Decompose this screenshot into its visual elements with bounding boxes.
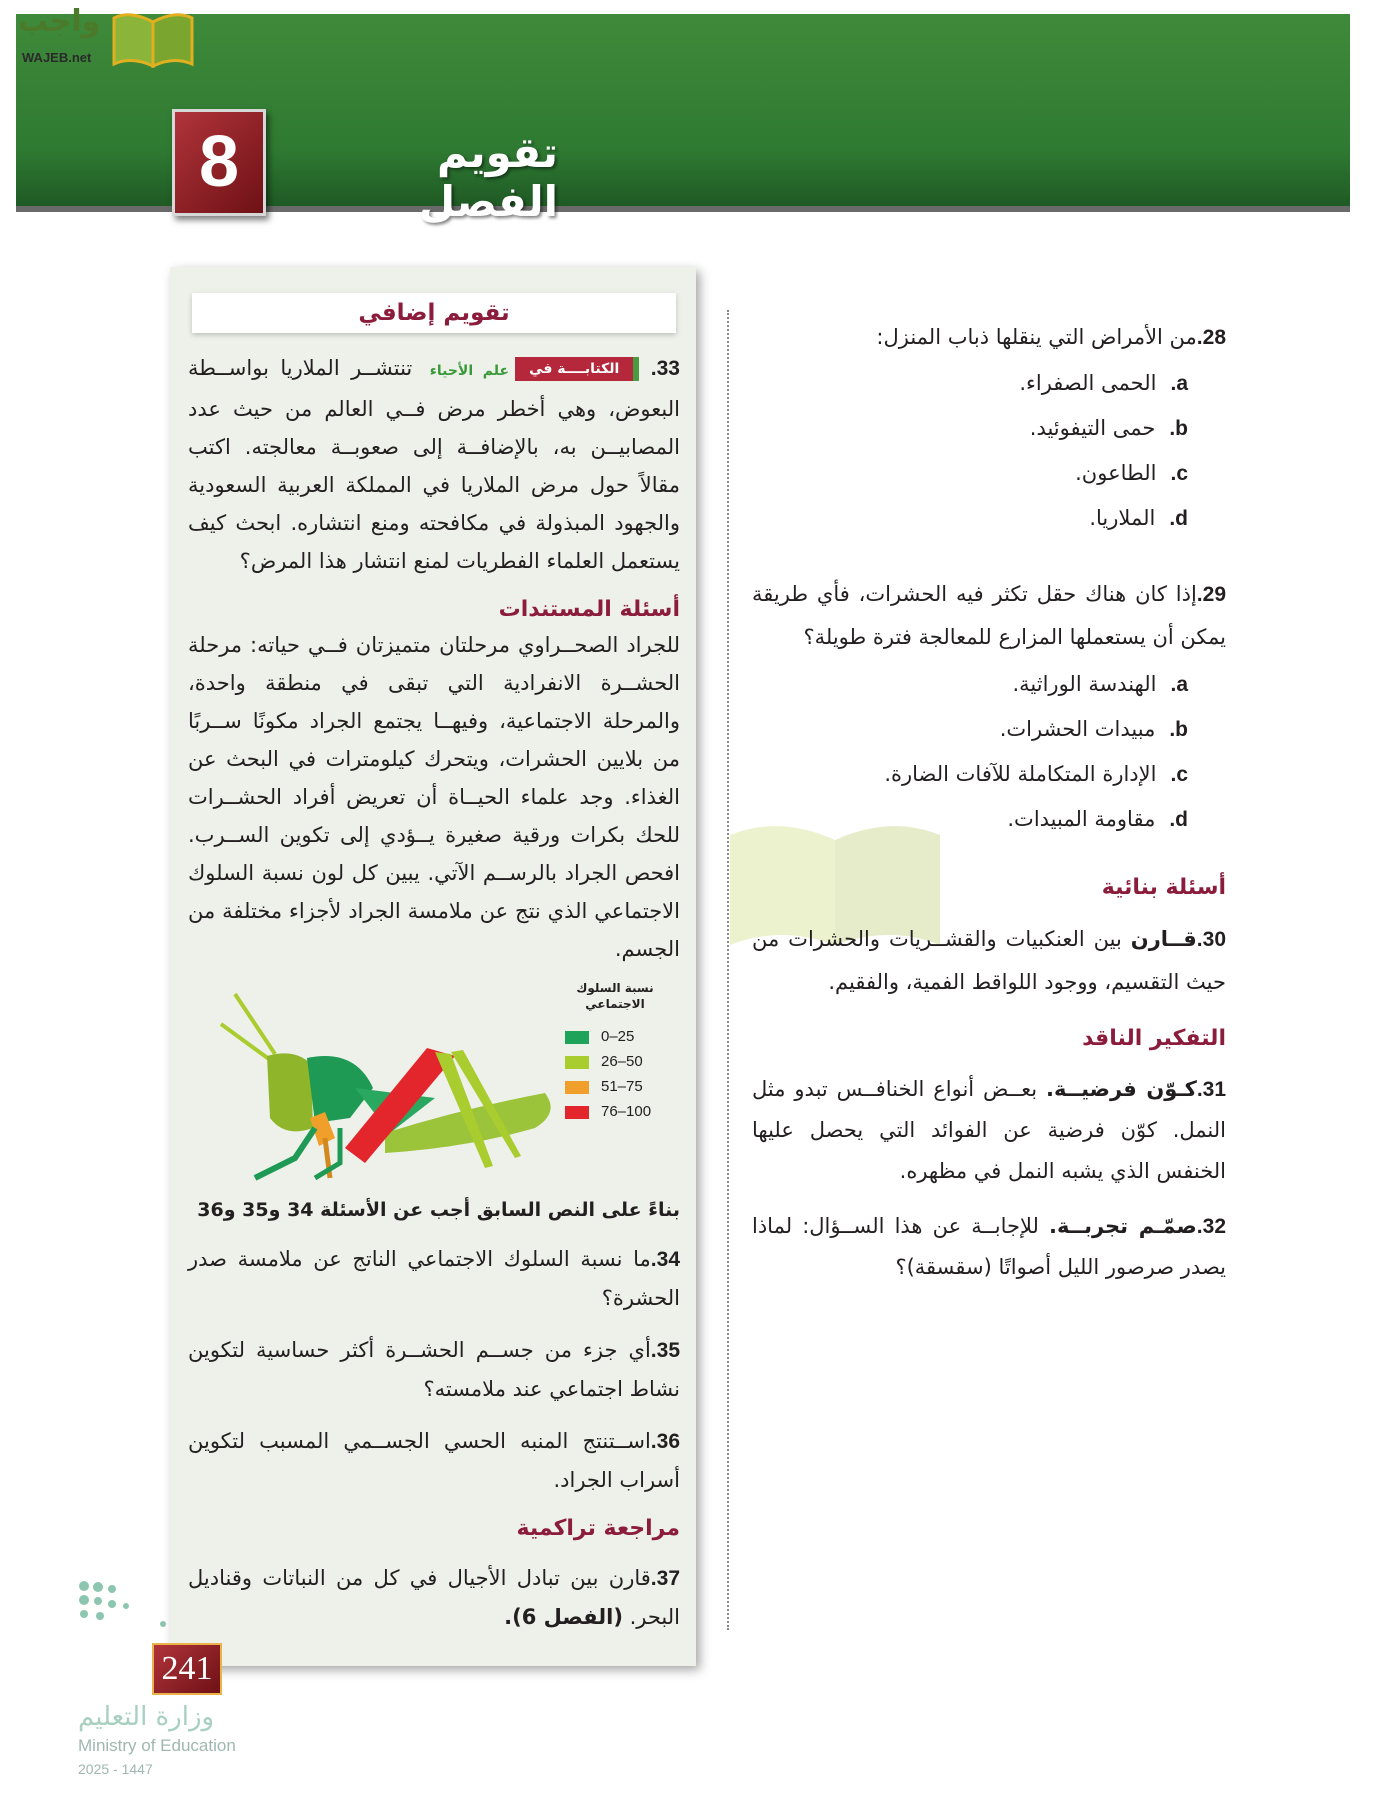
edition-year: 2025 - 1447 — [78, 1761, 153, 1777]
wajeb-logo — [10, 4, 190, 70]
legend-item: 0–25 — [565, 1028, 634, 1046]
chapter-number: 8 — [172, 109, 266, 216]
question-31: 31.كـوّن فرضيــة. بعــض أنواع الخنافــس تبدو مثل النمل. كوّن فرضية عن الفوائد التي يحصل عليها الخنفس الذي يشبه النمل في مظهره. — [752, 1077, 1227, 1183]
q29-option-b[interactable]: b.مبيدات الحشرات. — [999, 717, 1188, 741]
right-column — [752, 318, 1226, 1288]
q29-option-c[interactable]: c.الإدارة المتكاملة للآفات الضارة. — [884, 762, 1188, 786]
logo-domain: WAJEB.net — [22, 50, 92, 65]
review-heading: مراجعة تراكمية — [516, 1516, 680, 1541]
legend-item: 76–100 — [565, 1103, 651, 1121]
based-on-instruction: بناءً على النص السابق أجب عن الأسئلة 34 و35 و36 — [197, 1199, 680, 1221]
chapter-title: تقويم الفصل — [418, 128, 558, 226]
q28-option-b[interactable]: b.حمى التيفوئيد. — [1029, 416, 1188, 440]
critical-thinking-heading: التفكير الناقد — [1082, 1026, 1226, 1051]
legend-swatch — [565, 1031, 589, 1044]
writing-tag: الكتابــــة في — [515, 357, 639, 381]
legend-swatch — [565, 1081, 589, 1094]
legend-swatch — [565, 1056, 589, 1069]
question-30: 30.قــارن بين العنكبيات والقشــريات والحشرات من حيث التقسيم، ووجود اللواقط الفمية، والفقيم. — [752, 927, 1226, 994]
question-28: 28.من الأمراض التي ينقلها ذباب المنزل: — [876, 325, 1226, 349]
question-32: 32.صمّـم تجربــة. للإجابــة عن هذا الســؤال: لماذا يصدر صرصور الليل أصواتًا (سقسقة)؟ — [752, 1214, 1226, 1279]
q28-option-c[interactable]: c.الطاعون. — [1075, 461, 1188, 485]
documents-text: للجراد الصحــراوي مرحلتان متميزتان فــي حياته: مرحلة الحشــرة الانفرادية التي تبقى في منطقة واحدة، والمرحلة الاجتماعية، وفيهــا يجتمع الجراد مكونًا ســربًا من بلايين الحشرات، ويتحرك كيلومترات في البحث عن الغذاء. وجد علماء الحيــاة أن تعريض أفراد الحشــرات للحك بكرات ورقية صغيرة يــؤدي إلى تكوين الســرب. افحص الجراد بالرســم الآتي. يبين كل لون نسبة السلوك الاجتماعي الذي نتج عن ملامسة الجراد لأجزاء مختلفة من الجسم. — [188, 633, 680, 961]
q28-option-a[interactable]: a.الحمى الصفراء. — [1019, 371, 1188, 395]
question-35: 35.أي جزء من جســم الحشــرة أكثر حساسية لتكوين نشاط اجتماعي عند ملامسته؟ — [188, 1338, 680, 1401]
legend-swatch — [565, 1106, 589, 1119]
q28-option-d[interactable]: d.الملاريا. — [1089, 506, 1188, 530]
question-36: 36.اســتنتج المنبه الحسي الجســمي المسبب لتكوين أسراب الجراد. — [188, 1429, 680, 1492]
ministry-name-en: Ministry of Education — [78, 1736, 236, 1755]
column-divider — [727, 310, 729, 1630]
page-number: 241 — [152, 1643, 222, 1695]
extra-assessment-box — [170, 267, 696, 1666]
question-37: 37.قارن بين تبادل الأجيال في كل من النباتات وقناديل البحر. (الفصل 6). — [188, 1566, 680, 1629]
documents-heading: أسئلة المستندات — [498, 597, 680, 622]
extra-assessment-title: تقويم إضافي — [192, 293, 676, 333]
ministry-name-ar: وزارة التعليم — [78, 1702, 215, 1732]
grasshopper-figure — [215, 988, 555, 1183]
q29-option-a[interactable]: a.الهندسة الوراثية. — [1012, 672, 1188, 696]
question-29: 29.إذا كان هناك حقل تكثر فيه الحشرات، فأي طريقة يمكن أن يستعملها المزارع للمعالجة فترة طويلة؟ — [752, 582, 1226, 649]
logo-text: واجب — [18, 4, 101, 39]
grasshopper-figure-area — [188, 980, 680, 1180]
question-33: 33. الكتابــــة فيعلم الأحياء تنتشــر الملاريا بواســطة البعوض، وهي أخطر مرض فــي العالم من حيث عدد المصابيــن به، بالإضافــة إلى صعوبــة معالجته. اكتب مقالاً حول مرض الملاريا في المملكة العربية السعودية والجهود المبذولة في مكافحته ومنع انتشاره. ابحث كيف يستعمل العلماء الفطريات لمنع انتشار هذا المرض؟ — [188, 356, 680, 573]
q29-option-d[interactable]: d.مقاومة المبيدات. — [1007, 807, 1188, 831]
question-34: 34.ما نسبة السلوك الاجتماعي الناتج عن ملامسة صدر الحشرة؟ — [188, 1247, 680, 1310]
constructive-heading: أسئلة بنائية — [1101, 875, 1226, 900]
legend-title: نسبة السلوك الاجتماعي — [576, 981, 654, 1011]
biology-tag: علم الأحياء — [429, 363, 510, 379]
legend-item: 26–50 — [565, 1053, 643, 1071]
book-icon — [110, 10, 196, 68]
legend-item: 51–75 — [565, 1078, 643, 1096]
